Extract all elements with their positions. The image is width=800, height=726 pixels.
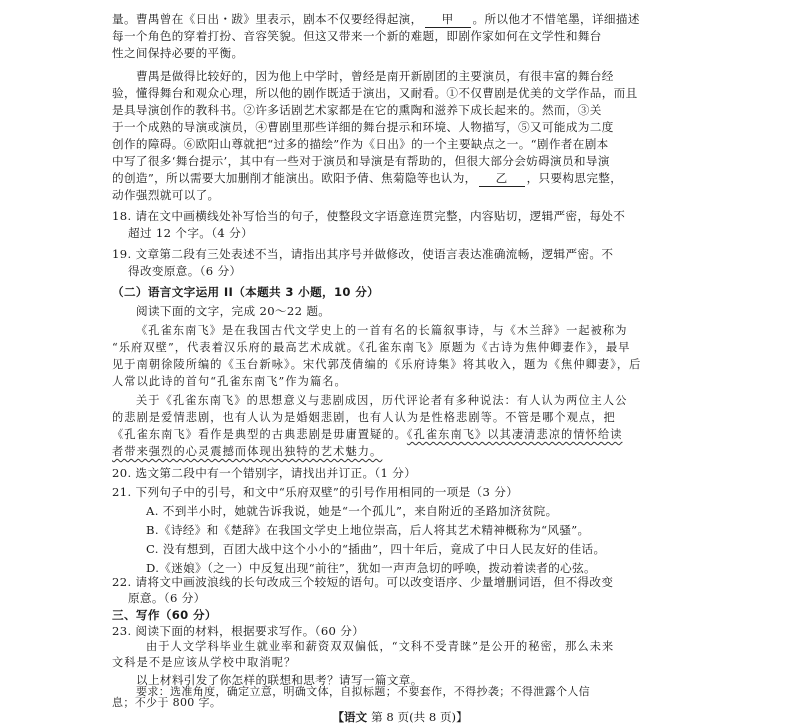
material-line: 由于人文学科毕业生就业率和薪资双双偏低，“文科不受青睐”是公开的秘密，那么未来 <box>146 640 615 653</box>
passage2-line <box>112 444 382 460</box>
option-a: A. 不到半小时，她就告诉我说，她是“一个孤儿”，来自附近的圣路加济贫院。 <box>146 504 558 518</box>
section-heading: 三、写作（60 分） <box>112 608 217 622</box>
option-b: B.《诗经》和《楚辞》在我国文学史上地位崇高，后人将其艺术精神概称为“风骚”。 <box>146 523 590 537</box>
passage1-line: 验，懂得舞台和观众心理，所以他的剧作既适于演出，又耐看。①不仅曹剧是优美的文学作品，而且 <box>112 86 638 100</box>
passage1-line: 曹禺是做得比较好的，因为他上中学时，曾经是南开新剧团的主要演员，有很丰富的舞台经 <box>136 69 614 83</box>
question-23-requirements: 要求：选准角度，确定立意，明确文体，自拟标题；不要套作，不得抄袭；不得泄露个人信 <box>136 685 590 698</box>
passage1-line: 每一个角色的穿着打扮、音容笑貌。但这又带来一个新的难题，即剧作家如何在文学性和舞台 <box>112 29 602 43</box>
question-22-cont: 原意。（6 分） <box>128 591 206 605</box>
option-d: D.《迷娘》（之一）中反复出现“前往”，犹如一声声急切的呼唤，拨动着读者的心弦。 <box>146 561 596 575</box>
passage2-line: 关于《孔雀东南飞》的思想意义与悲剧成因，历代评论者有多种说法：有人认为两位主人公 <box>136 394 628 407</box>
page-footer <box>0 710 800 724</box>
passage1-text: 。所以他才不惜笔墨，详细描述 <box>472 12 640 26</box>
question-22: 22. 请将文中画波浪线的长句改成三个较短的语句。可以改变语序、少量增删词语，但不得改变 <box>112 575 614 589</box>
passage1-text: 的创造”，所以需要大加删削才能演出。欧阳予倩、焦菊隐等也认为， <box>112 171 477 185</box>
question-21: 21. 下列句子中的引号，和文中“乐府双壁”的引号作用相同的一项是（3 分） <box>112 485 519 499</box>
passage1-text: 量。曹禺曾在《日出・跋》里表示，剧本不仅要经得起演， <box>112 12 423 26</box>
wavy-underlined-sentence: 《孔雀东南飞》以其凄清悲凉的情怀给读 <box>406 428 623 441</box>
passage1-line: 中写了很多‘舞台提示’，其中有一些对于演员和导演是有帮助的，但很大部分会妨碍演员和导演 <box>112 154 610 168</box>
passage2-line: 《孔雀东南飞》是在我国古代文学史上的一首有名的长篇叙事诗，与《木兰辞》一起被称为 <box>136 324 628 337</box>
material-line: 文科是不是应该从学校中取消呢？ <box>112 656 297 669</box>
option-c: C. 没有想到，百团大战中这个小小的“插曲”，四十年后，竟成了中日人民友好的佳话。 <box>146 542 606 556</box>
passage1-line: 性之间保持必要的平衡。 <box>112 46 244 60</box>
passage1-line <box>112 170 622 187</box>
passage2-line: 人常以此诗的首句“孔雀东南飞”作为篇名。 <box>112 375 347 388</box>
passage2-line: 的悲剧是爱情悲剧，也有人认为是婚姻悲剧，也有人认为是性格悲剧等。不管是哪个观点，把 <box>112 411 616 424</box>
question-23-ask: 以上材料引发了你怎样的联想和思考？请写一篇文章。 <box>136 673 423 687</box>
section-intro: 阅读下面的文字，完成 20～22 题。 <box>136 304 331 318</box>
question-19: 19. 文章第二段有三处表述不当，请指出其序号并做修改，使语言表达准确流畅，逻辑严密。不 <box>112 247 614 261</box>
blank-yi: 乙 <box>479 170 525 187</box>
blank-jia: 甲 <box>425 11 471 28</box>
passage2-text: 《孔雀东南飞》看作是典型的古典悲剧是毋庸置疑的。 <box>112 428 407 441</box>
passage1-line: 动作强烈就可以了。 <box>112 188 220 202</box>
passage2-line: “乐府双壁”，代表着汉乐府的最高艺术成就。《孔雀东南飞》原题为《古诗为焦仲卿妻作》，最早 <box>112 341 631 354</box>
question-20: 20. 选文第二段中有一个错别字，请找出并订正。（1 分） <box>112 466 417 480</box>
question-19-cont: 得改变原意。（6 分） <box>128 264 242 278</box>
passage1-line: 于一个成熟的导演或演员，④曹剧里那些详细的舞台提示和环境、人物描写，⑤又可能成为二度 <box>112 120 614 134</box>
footer-subject: 【语文 <box>332 710 368 724</box>
section-heading: （二）语言文字运用 II（本题共 3 小题，10 分） <box>112 285 380 299</box>
question-18: 18. 请在文中画横线处补写恰当的句子，使整段文字语意连贯完整，内容贴切，逻辑严密，每处不 <box>112 209 626 223</box>
passage1-line: 创作的障碍。⑥欧阳山尊就把“过多的描绘”作为《日出》的一个主要缺点之一。“剧作者在剧本 <box>112 137 609 151</box>
passage1-line: 是具导演创作的教科书。②许多话剧艺术家都是在它的熏陶和滋养下成长起来的。然而，③关 <box>112 103 602 117</box>
question-23-requirements-cont: 息；不少于 800 字。 <box>112 696 222 709</box>
passage1-line <box>112 11 640 28</box>
passage1-text: ，只要构思完整， <box>526 171 623 185</box>
wavy-underlined-sentence: 者带来强烈的心灵震撼而体现出独特的艺术魅力。 <box>112 445 383 458</box>
passage2-line <box>112 427 622 443</box>
question-23: 23. 阅读下面的材料，根据要求写作。（60 分） <box>112 624 365 638</box>
passage2-line: 见于南朝徐陵所编的《玉台新咏》。宋代郭茂倩编的《乐府诗集》将其收入，题为《焦仲卿妻》，后 <box>112 358 642 371</box>
question-18-cont: 超过 12 个字。（4 分） <box>128 226 254 240</box>
footer-page-number: 第 8 页(共 8 页)】 <box>371 710 468 724</box>
